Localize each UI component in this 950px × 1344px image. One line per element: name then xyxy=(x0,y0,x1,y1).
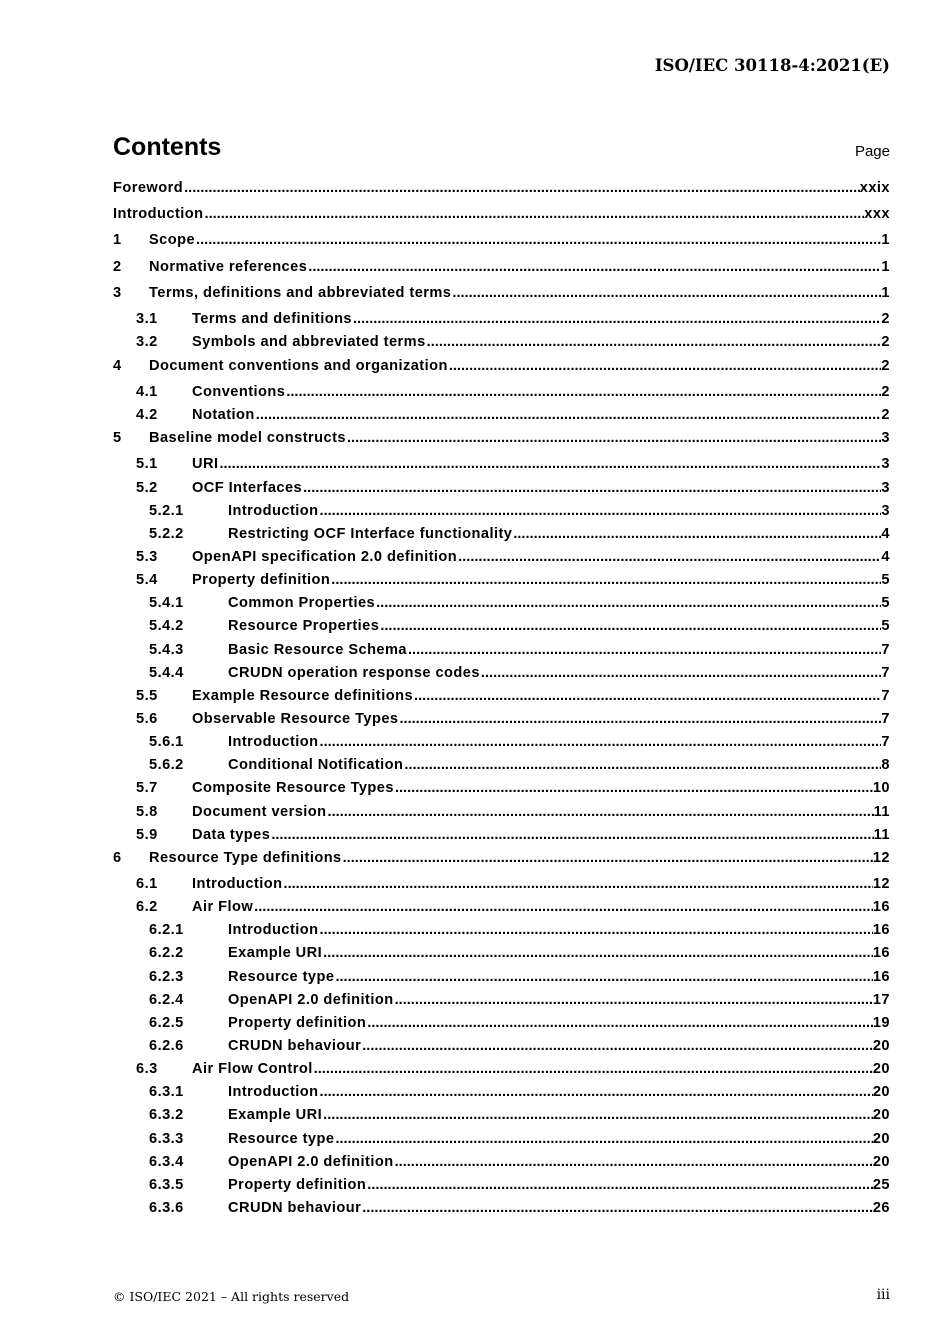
toc-entry-page: 2 xyxy=(881,358,890,374)
toc-entry[interactable] xyxy=(113,618,890,640)
toc-entry-title: CRUDN behaviour xyxy=(228,1038,362,1054)
toc-leader-dots xyxy=(352,311,881,327)
toc-entry[interactable] xyxy=(113,969,890,991)
toc-entry[interactable] xyxy=(113,232,890,254)
toc-entry-number: 5.1 xyxy=(136,456,158,472)
toc-leader-dots xyxy=(319,922,873,938)
toc-entry-page: 7 xyxy=(881,711,890,727)
toc-entry-number: 6.3.3 xyxy=(149,1131,184,1147)
toc-leader-dots xyxy=(285,384,881,400)
toc-entry-title: Introduction xyxy=(228,922,319,938)
footer-copyright: © ISO/IEC 2021 – All rights reserved xyxy=(113,1289,350,1304)
toc-entry-page: 20 xyxy=(872,1131,890,1147)
toc-entry-title: Conditional Notification xyxy=(228,757,404,773)
toc-leader-dots xyxy=(379,618,881,634)
toc-entry-page: 20 xyxy=(872,1084,890,1100)
toc-leader-dots xyxy=(302,480,881,496)
toc-entry-number: 6.3.4 xyxy=(149,1154,184,1170)
toc-entry-page: 1 xyxy=(881,259,890,275)
toc-leader-dots xyxy=(480,665,882,681)
toc-entry-title: Introduction xyxy=(192,876,283,892)
toc-entry-page: 20 xyxy=(872,1107,890,1123)
toc-entry[interactable] xyxy=(113,549,890,571)
toc-entry-number: 6 xyxy=(113,850,122,866)
toc-entry-title: CRUDN operation response codes xyxy=(228,665,480,681)
toc-entry-number: 5.2 xyxy=(136,480,158,496)
toc-entry-page: 3 xyxy=(881,503,890,519)
toc-entry-title: OpenAPI specification 2.0 definition xyxy=(192,549,458,565)
toc-entry-page: 5 xyxy=(881,595,890,611)
toc-entry-page: 20 xyxy=(872,1038,890,1054)
toc-entry-page: 17 xyxy=(872,992,890,1008)
toc-entry-title: Property definition xyxy=(192,572,331,588)
toc-leader-dots xyxy=(319,503,882,519)
toc-entry[interactable] xyxy=(113,384,890,406)
toc-entry-number: 5 xyxy=(113,430,122,446)
toc-leader-dots xyxy=(253,899,873,915)
toc-entry[interactable] xyxy=(113,358,890,380)
toc-entry[interactable] xyxy=(113,945,890,967)
toc-entry-page: 20 xyxy=(872,1154,890,1170)
toc-leader-dots xyxy=(283,876,873,892)
toc-entry-page: 2 xyxy=(881,334,890,350)
toc-leader-dots xyxy=(448,358,882,374)
toc-entry[interactable] xyxy=(113,642,890,664)
toc-leader-dots xyxy=(313,1061,873,1077)
toc-entry-page: 5 xyxy=(881,618,890,634)
toc-entry[interactable] xyxy=(113,780,890,802)
toc-entry-number: 5.6.1 xyxy=(149,734,184,750)
toc-entry-page: 11 xyxy=(873,804,890,820)
toc-entry-page: 1 xyxy=(881,232,890,248)
toc-entry-title: Terms, definitions and abbreviated terms xyxy=(149,285,452,301)
standard-code: ISO/IEC 30118-4:2021(E) xyxy=(654,56,890,75)
toc-entry-page: 2 xyxy=(881,311,890,327)
toc-entry[interactable] xyxy=(113,757,890,779)
toc-entry-number: 5.2.1 xyxy=(149,503,184,519)
toc-entry-number: 3.1 xyxy=(136,311,158,327)
toc-entry-title: URI xyxy=(192,456,219,472)
toc-entry-page: 4 xyxy=(881,526,890,542)
toc-entry[interactable] xyxy=(113,922,890,944)
toc-entry-page: 16 xyxy=(872,899,890,915)
toc-leader-dots xyxy=(270,827,873,843)
toc-entry-number: 1 xyxy=(113,232,122,248)
toc-entry-title: Scope xyxy=(149,232,196,248)
toc-entry[interactable] xyxy=(113,992,890,1014)
toc-leader-dots xyxy=(218,456,881,472)
toc-entry-title: Example URI xyxy=(228,945,323,961)
toc-entry-number: 5.4.2 xyxy=(149,618,184,634)
toc-leader-dots xyxy=(413,688,881,704)
toc-entry-title: Document version xyxy=(192,804,327,820)
toc-entry[interactable] xyxy=(113,804,890,826)
toc-entry-page: 19 xyxy=(872,1015,890,1031)
toc-entry-number: 6.2 xyxy=(136,899,158,915)
toc-entry-title: Baseline model constructs xyxy=(149,430,346,446)
toc-entry-number: 6.3 xyxy=(136,1061,158,1077)
toc-entry-number: 6.2.5 xyxy=(149,1015,184,1031)
toc-entry-number: 5.7 xyxy=(136,780,158,796)
toc-entry-title: OCF Interfaces xyxy=(192,480,303,496)
toc-entry-title: Restricting OCF Interface functionality xyxy=(228,526,513,542)
toc-entry-number: 6.2.4 xyxy=(149,992,184,1008)
toc-entry[interactable] xyxy=(113,1015,890,1037)
toc-entry-title: Introduction xyxy=(228,734,319,750)
toc-leader-dots xyxy=(366,1177,873,1193)
toc-entry-number: 3.2 xyxy=(136,334,158,350)
toc-entry-page: 2 xyxy=(881,407,890,423)
toc-entry[interactable] xyxy=(113,180,890,202)
toc-entry-page: 3 xyxy=(881,480,890,496)
toc-leader-dots xyxy=(334,1131,872,1147)
toc-entry[interactable] xyxy=(113,1131,890,1153)
toc-entry-title: CRUDN behaviour xyxy=(228,1200,362,1216)
toc-entry-page: 12 xyxy=(872,850,890,866)
toc-entry-page: 5 xyxy=(881,572,890,588)
toc-entry-title: Normative references xyxy=(149,259,308,275)
toc-entry-title: Observable Resource Types xyxy=(192,711,399,727)
toc-leader-dots xyxy=(255,407,882,423)
toc-entry-number: 6.1 xyxy=(136,876,158,892)
toc-entry-page: 16 xyxy=(872,945,890,961)
toc-entry-title: Resource Properties xyxy=(228,618,380,634)
toc-leader-dots xyxy=(342,850,873,866)
toc-leader-dots xyxy=(327,804,874,820)
toc-entry[interactable] xyxy=(113,827,890,849)
toc-entry[interactable] xyxy=(113,1061,890,1083)
toc-entry[interactable] xyxy=(113,899,890,921)
toc-leader-dots xyxy=(394,780,873,796)
toc-leader-dots xyxy=(426,334,882,350)
toc-entry-title: Data types xyxy=(192,827,271,843)
toc-entry-title: OpenAPI 2.0 definition xyxy=(228,992,394,1008)
toc-entry-title: Conventions xyxy=(192,384,286,400)
toc-leader-dots xyxy=(512,526,881,542)
toc-entry[interactable] xyxy=(113,876,890,898)
toc-entry-page: xxix xyxy=(859,180,890,196)
toc-entry-title: Air Flow xyxy=(192,899,254,915)
toc-entry-number: 2 xyxy=(113,259,122,275)
toc-leader-dots xyxy=(403,757,881,773)
toc-leader-dots xyxy=(322,1107,873,1123)
toc-entry-number: 6.2.1 xyxy=(149,922,184,938)
toc-leader-dots xyxy=(451,285,881,301)
toc-entry-title: Introduction xyxy=(228,503,319,519)
toc-entry-page: 7 xyxy=(881,688,890,704)
toc-entry-number: 4.2 xyxy=(136,407,158,423)
toc-entry[interactable] xyxy=(113,734,890,756)
toc-leader-dots xyxy=(334,969,872,985)
toc-entry[interactable] xyxy=(113,311,890,333)
toc-entry-number: 5.5 xyxy=(136,688,158,704)
toc-leader-dots xyxy=(361,1038,873,1054)
toc-entry[interactable] xyxy=(113,1107,890,1129)
toc-leader-dots xyxy=(361,1200,873,1216)
toc-leader-dots xyxy=(330,572,881,588)
toc-entry[interactable] xyxy=(113,503,890,525)
toc-entry-title: Air Flow Control xyxy=(192,1061,313,1077)
toc-entry[interactable] xyxy=(113,572,890,594)
toc-entry-page: 7 xyxy=(881,642,890,658)
toc-leader-dots xyxy=(407,642,881,658)
toc-leader-dots xyxy=(457,549,881,565)
toc-entry-title: Property definition xyxy=(228,1015,367,1031)
toc-entry-page: 16 xyxy=(872,922,890,938)
toc-leader-dots xyxy=(204,206,865,222)
toc-entry[interactable] xyxy=(113,1177,890,1199)
toc-leader-dots xyxy=(375,595,881,611)
toc-leader-dots xyxy=(394,1154,873,1170)
toc-entry-number: 5.4 xyxy=(136,572,158,588)
toc-leader-dots xyxy=(195,232,881,248)
toc-entry[interactable] xyxy=(113,456,890,478)
toc-entry-page: 3 xyxy=(881,430,890,446)
toc-entry-title: Common Properties xyxy=(228,595,376,611)
toc-entry[interactable] xyxy=(113,850,890,872)
toc-entry-title: OpenAPI 2.0 definition xyxy=(228,1154,394,1170)
toc-entry[interactable] xyxy=(113,430,890,452)
toc-entry-title: Basic Resource Schema xyxy=(228,642,407,658)
toc-entry-title: Introduction xyxy=(228,1084,319,1100)
toc-entry-title: Foreword xyxy=(113,180,184,196)
toc-entry-number: 6.2.6 xyxy=(149,1038,184,1054)
toc-entry-page: 4 xyxy=(881,549,890,565)
toc-entry-page: 2 xyxy=(881,384,890,400)
toc-entry[interactable] xyxy=(113,595,890,617)
toc-entry-page: 1 xyxy=(881,285,890,301)
toc-entry-title: Resource Type definitions xyxy=(149,850,342,866)
toc-entry-number: 6.3.2 xyxy=(149,1107,184,1123)
toc-entry-number: 5.4.1 xyxy=(149,595,184,611)
toc-entry-title: Resource type xyxy=(228,1131,335,1147)
toc-entry-page: 7 xyxy=(881,665,890,681)
toc-entry-number: 5.6.2 xyxy=(149,757,184,773)
toc-entry-number: 5.2.2 xyxy=(149,526,184,542)
page-column-label: Page xyxy=(854,143,890,160)
toc-entry-number: 5.9 xyxy=(136,827,158,843)
toc-entry[interactable] xyxy=(113,206,890,228)
toc-leader-dots xyxy=(322,945,873,961)
toc-entry[interactable] xyxy=(113,480,890,502)
toc-entry-number: 4.1 xyxy=(136,384,158,400)
toc-leader-dots xyxy=(394,992,873,1008)
toc-leader-dots xyxy=(398,711,881,727)
footer-page-number: iii xyxy=(876,1287,890,1303)
toc-entry-page: 16 xyxy=(872,969,890,985)
toc-leader-dots xyxy=(346,430,881,446)
toc-entry-title: Document conventions and organization xyxy=(149,358,448,374)
toc-entry[interactable] xyxy=(113,285,890,307)
toc-entry-number: 5.6 xyxy=(136,711,158,727)
toc-entry-title: Symbols and abbreviated terms xyxy=(192,334,426,350)
toc-entry-number: 5.4.4 xyxy=(149,665,184,681)
toc-entry[interactable] xyxy=(113,334,890,356)
toc-entry[interactable] xyxy=(113,407,890,429)
toc-entry[interactable] xyxy=(113,1200,890,1222)
toc-entry-number: 5.8 xyxy=(136,804,158,820)
toc-entry-title: Composite Resource Types xyxy=(192,780,394,796)
toc-entry-page: 8 xyxy=(881,757,890,773)
toc-entry-number: 5.4.3 xyxy=(149,642,184,658)
toc-entry-number: 3 xyxy=(113,285,122,301)
toc-entry-page: 11 xyxy=(873,827,890,843)
contents-title: Contents xyxy=(113,133,222,161)
toc-entry-page: 10 xyxy=(872,780,890,796)
toc-entry-number: 6.3.1 xyxy=(149,1084,184,1100)
toc-entry-number: 4 xyxy=(113,358,122,374)
toc-entry-number: 6.2.2 xyxy=(149,945,184,961)
toc-entry[interactable] xyxy=(113,1038,890,1060)
toc-entry[interactable] xyxy=(113,711,890,733)
toc-entry-title: Introduction xyxy=(113,206,204,222)
toc-entry-page: 25 xyxy=(872,1177,890,1193)
toc-entry[interactable] xyxy=(113,1154,890,1176)
toc-entry-number: 6.3.5 xyxy=(149,1177,184,1193)
toc-entry[interactable] xyxy=(113,688,890,710)
toc-leader-dots xyxy=(183,180,860,196)
toc-entry-page: 20 xyxy=(872,1061,890,1077)
toc-leader-dots xyxy=(307,259,881,275)
toc-entry-page: 7 xyxy=(881,734,890,750)
toc-entry[interactable] xyxy=(113,259,890,281)
toc-leader-dots xyxy=(319,1084,873,1100)
toc-leader-dots xyxy=(319,734,882,750)
toc-entry-title: Example URI xyxy=(228,1107,323,1123)
toc-entry-title: Example Resource definitions xyxy=(192,688,414,704)
toc-entry-title: Terms and definitions xyxy=(192,311,352,327)
toc-entry[interactable] xyxy=(113,1084,890,1106)
toc-entry[interactable] xyxy=(113,665,890,687)
toc-entry-title: Notation xyxy=(192,407,255,423)
toc-entry-number: 6.3.6 xyxy=(149,1200,184,1216)
toc-entry-page: 26 xyxy=(872,1200,890,1216)
toc-entry-number: 6.2.3 xyxy=(149,969,184,985)
toc-entry-title: Resource type xyxy=(228,969,335,985)
toc-leader-dots xyxy=(366,1015,873,1031)
toc-entry-page: xxx xyxy=(864,206,890,222)
toc-entry-page: 3 xyxy=(881,456,890,472)
toc-entry-title: Property definition xyxy=(228,1177,367,1193)
toc-entry-number: 5.3 xyxy=(136,549,158,565)
toc-entry-page: 12 xyxy=(872,876,890,892)
toc-entry[interactable] xyxy=(113,526,890,548)
